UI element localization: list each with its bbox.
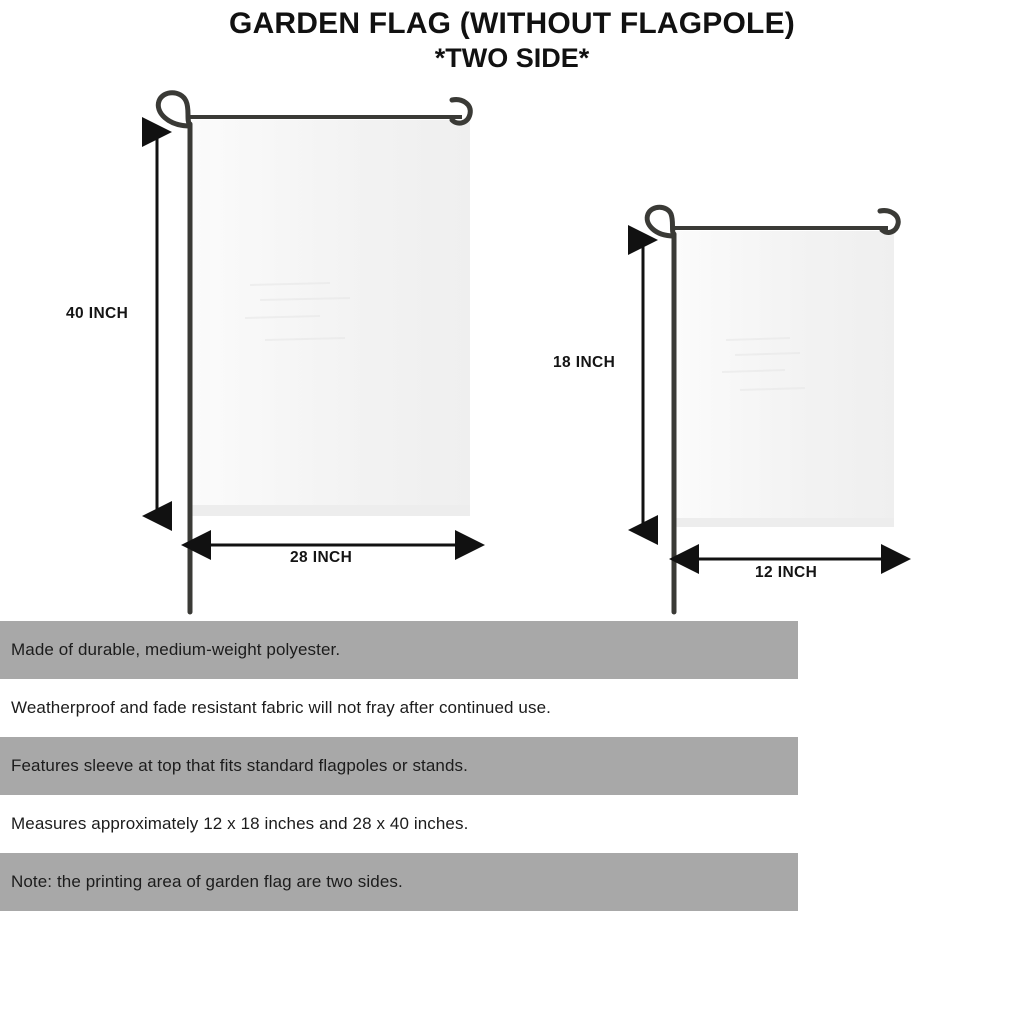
label-small-height: 18 INCH xyxy=(553,354,616,371)
list-item xyxy=(0,853,798,911)
list-item xyxy=(0,621,798,679)
list-item xyxy=(0,795,798,853)
title-line-1: GARDEN FLAG (WITHOUT FLAGPOLE) xyxy=(229,7,795,40)
feature-text: Note: the printing area of garden flag are two sides. xyxy=(11,872,403,891)
feature-list xyxy=(0,621,798,911)
feature-text: Features sleeve at top that fits standard flagpoles or stands. xyxy=(11,756,468,775)
feature-text: Weatherproof and fade resistant fabric will not fray after continued use. xyxy=(11,698,551,717)
large-flag-group xyxy=(158,93,470,612)
small-flag-group xyxy=(647,207,898,612)
feature-text: Made of durable, medium-weight polyester. xyxy=(11,640,341,659)
label-small-width: 12 INCH xyxy=(755,564,818,581)
feature-text: Measures approximately 12 x 18 inches and 28 x 40 inches. xyxy=(11,814,469,833)
list-item xyxy=(0,679,798,737)
label-large-width: 28 INCH xyxy=(290,549,353,566)
label-large-height: 40 INCH xyxy=(66,305,129,322)
list-item xyxy=(0,737,798,795)
title-line-2: *TWO SIDE* xyxy=(434,43,590,73)
